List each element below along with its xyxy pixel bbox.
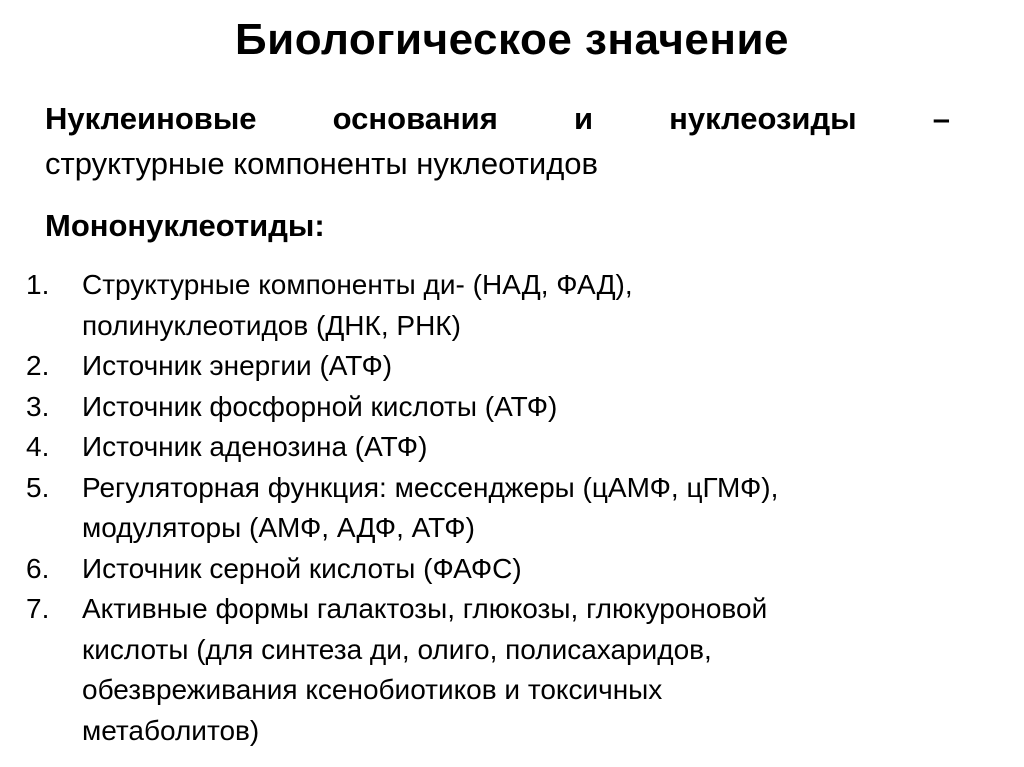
list-item xyxy=(0,549,1000,590)
list-item xyxy=(0,468,1000,549)
item-text-line: Источник фосфорной кислоты (АТФ) xyxy=(82,390,558,422)
item-text-line: Активные формы галактозы, глюкозы, глюкуроновой xyxy=(82,593,768,624)
item-number: 7. xyxy=(26,593,50,624)
item-number: 3. xyxy=(26,390,50,422)
item-text-line: кислоты (для синтеза ди, олиго, полисахаридов, xyxy=(82,633,712,665)
item-text-line: Регуляторная функция: мессенджеры (цАМФ, цГМФ), xyxy=(82,471,779,503)
list-item xyxy=(0,427,1000,468)
item-number: 1. xyxy=(26,269,50,300)
item-text-line: Источник серной кислоты (ФАФС) xyxy=(82,552,522,584)
item-text-line: обезвреживания ксенобиотиков и токсичных xyxy=(82,674,663,705)
item-number: 6. xyxy=(26,552,50,584)
item-number: 2. xyxy=(26,350,50,381)
intro-bold-text: Нуклеиновые основания и нуклеозиды – xyxy=(45,101,950,136)
intro-paragraph xyxy=(45,96,950,186)
item-text-line: Источник энергии (АТФ) xyxy=(82,350,393,381)
item-number: 5. xyxy=(26,471,50,503)
subheading: Мононуклеотиды: xyxy=(45,208,325,243)
item-text-line: полинуклеотидов (ДНК, РНК) xyxy=(82,309,461,341)
item-text-line: метаболитов) xyxy=(82,714,260,746)
slide-title: Биологическое значение xyxy=(235,15,789,64)
list-item xyxy=(0,589,1000,751)
item-text-line: Структурные компоненты ди- (НАД, ФАД), xyxy=(82,269,633,300)
intro-text: структурные компоненты нуклеотидов xyxy=(45,146,598,181)
function-list xyxy=(0,265,1000,751)
list-item xyxy=(0,387,1000,428)
item-text-line: Источник аденозина (АТФ) xyxy=(82,431,428,462)
item-text-line: модуляторы (АМФ, АДФ, АТФ) xyxy=(82,512,475,543)
item-number: 4. xyxy=(26,431,50,462)
list-item xyxy=(0,346,1000,387)
list-item xyxy=(0,265,1000,346)
